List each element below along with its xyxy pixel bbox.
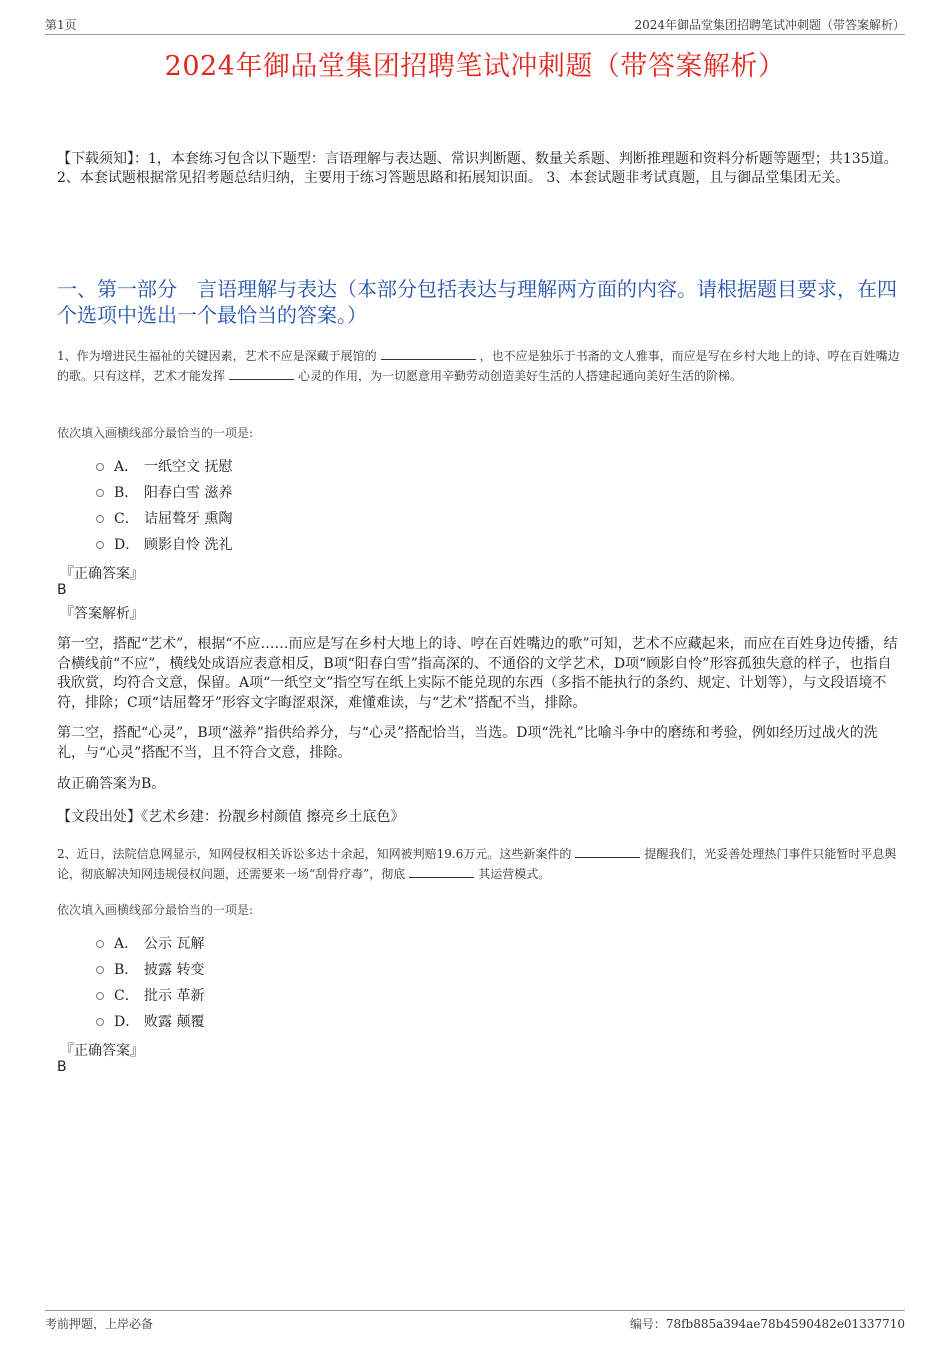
question-2-hint: 依次填入画横线部分最恰当的一项是: [57,903,254,917]
question-1-option-a[interactable] [96,453,396,479]
question-1-option-d[interactable] [96,531,396,557]
question-1-text-part-a: 1、作为增进民生福祉的关键因素，艺术不应是深藏于展馆的 [57,349,377,363]
question-1-option-c[interactable] [96,505,396,531]
question-2-text-part-c: 其运营模式。 [478,867,551,881]
question-2-option-b[interactable] [96,956,396,982]
radio-icon[interactable] [96,966,104,974]
page-header [45,14,905,35]
question-1-analysis-paragraph-3: 故正确答案为B。 [57,776,166,792]
radio-icon[interactable] [96,940,104,948]
question-1-blank-1 [381,347,476,360]
page-number: 第1页 [45,18,77,32]
option-letter: A． [114,936,139,952]
question-2-text [57,844,902,884]
section-heading: 一、第一部分 言语理解与表达（本部分包括表达与理解两方面的内容。请根据题目要求，在四个选项中选出一个最恰当的答案。） [57,277,897,327]
question-2-option-c[interactable] [96,982,396,1008]
document-title: 2024年御品堂集团招聘笔试冲刺题（带答案解析） [164,51,786,82]
page-footer [45,1310,905,1331]
option-text: 阳春白雪 滋养 [144,485,233,501]
option-letter: C． [114,988,139,1004]
question-2-option-d[interactable] [96,1008,396,1034]
option-text: 败露 颠覆 [144,1014,205,1030]
option-letter: D． [114,537,140,553]
option-text: 公示 瓦解 [144,936,205,952]
radio-icon[interactable] [96,992,104,1000]
footer-serial: 编号：78fb885a394ae78b4590482e01337710 [629,1317,905,1331]
radio-icon[interactable] [96,489,104,497]
question-2-options [96,930,396,1034]
question-1-analysis-paragraph-2: 第二空，搭配“心灵”，B项“滋养”指供给养分，与“心灵”搭配恰当，当选。D项“洗礼”比喻斗争中的磨练和考验，例如经历过战火的洗礼，与“心灵”搭配不当，且不符合文意，排除。 [57,725,878,761]
radio-icon[interactable] [96,463,104,471]
radio-icon[interactable] [96,541,104,549]
option-letter: D． [114,1014,140,1030]
question-1-analysis-label: 『答案解析』 [60,606,144,622]
question-1-option-b[interactable] [96,479,396,505]
option-text: 批示 革新 [144,988,205,1004]
option-text: 披露 转变 [144,962,205,978]
radio-icon[interactable] [96,1018,104,1026]
question-1-source: 【文段出处】《艺术乡建：扮靓乡村颜值 擦亮乡土底色》 [57,809,405,825]
question-2-blank-1 [575,845,640,858]
question-1-analysis-paragraph-1: 第一空，搭配“艺术”，根据“不应……而应是写在乡村大地上的诗、哼在百姓嘴边的歌”可知，艺术不应藏起来，而应在百姓身边传播，结合横线前“不应”，横线处成语应表意相反，B项“阳春白雪”指高深的、不通俗的文学艺术，D项“顾影自怜”形容孤独失意的样子，也指自我欣赏，均符合文意，保留。A项“一纸空文”指空写在纸上实际不能兑现的东西（多指不能执行的条约、规定、计划等），与文段语境不符，排除；C项“诘屈聱牙”形容文字晦涩艰深，难懂难读，与“艺术”搭配不当，排除。 [57,636,898,711]
question-1-options [96,453,396,557]
question-2-blank-2 [409,865,474,878]
question-2-answer: B [57,1059,67,1075]
question-1-text-part-c: 心灵的作用，为一切愿意用辛勤劳动创造美好生活的人搭建起通向美好生活的阶梯。 [298,369,743,383]
option-letter: A． [114,459,139,475]
question-1-hint: 依次填入画横线部分最恰当的一项是: [57,426,254,440]
question-1-text-part-b: ，也不应是独乐于书斋的文人雅事，而应是写在乡村大地上的诗、哼在百姓嘴边的歌。只有这样，艺术才能发挥 [57,349,900,383]
question-1-blank-2 [229,367,294,380]
option-letter: B． [114,962,139,978]
question-2-text-part-b: 提醒我们，光妥善处理热门事件只能暂时平息舆论，彻底解决知网违规侵权问题，还需要来一场“刮骨疗毒”，彻底 [57,847,897,881]
footer-slogan: 考前押题，上岸必备 [45,1317,154,1331]
question-2-text-part-a: 2、近日，法院信息网显示，知网侵权相关诉讼多达十余起，知网被判赔19.6万元。这些新案件的 [57,847,572,861]
option-letter: B． [114,485,139,501]
question-1-answer-label: 『正确答案』 [60,566,144,582]
radio-icon[interactable] [96,515,104,523]
question-2-option-a[interactable] [96,930,396,956]
question-2-answer-label: 『正确答案』 [60,1043,144,1059]
option-text: 诘屈聱牙 熏陶 [144,511,233,527]
option-letter: C． [114,511,139,527]
header-doc-title: 2024年御品堂集团招聘笔试冲刺题（带答案解析） [634,18,905,32]
question-1-text [57,346,902,386]
question-1-answer: B [57,582,67,598]
option-text: 一纸空文 抚慰 [144,459,233,475]
option-text: 顾影自怜 洗礼 [144,537,233,553]
download-notice: 【下载须知】：1，本套练习包含以下题型：言语理解与表达题、常识判断题、数量关系题、判断推理题和资料分析题等题型；共135道。 2、本套试题根据常见招考题总结归纳，主要用于练习答题思路和拓展知识面。 3、本套试题非考试真题，且与御品堂集团无关。 [57,151,898,186]
